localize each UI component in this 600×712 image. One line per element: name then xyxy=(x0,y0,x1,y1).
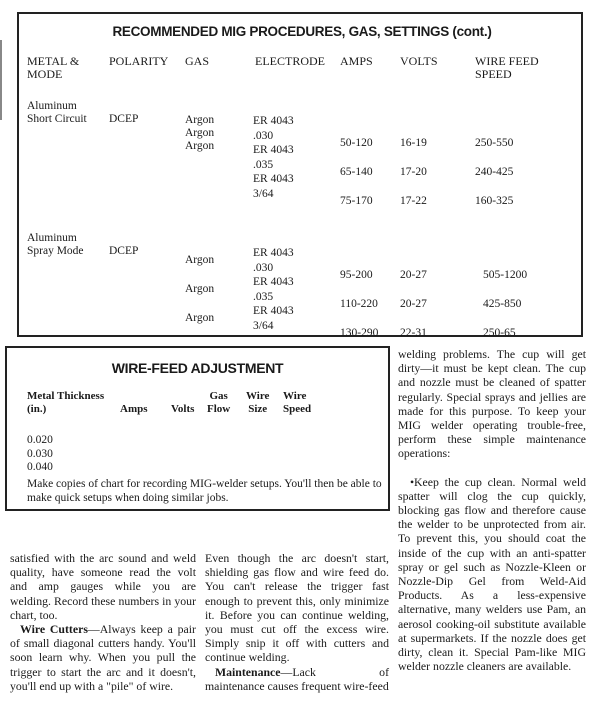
cell-gas: Argon Argon Argon xyxy=(185,114,215,152)
list-item: 0.040 xyxy=(27,461,53,473)
row-metal-short-circuit: Aluminum Short Circuit xyxy=(27,100,87,125)
wire-feed-adjustment-box xyxy=(5,346,390,511)
box-note: Make copies of chart for recording MIG-welder setups. You'll then be able to make quick setups when doing similar jobs. xyxy=(27,478,382,504)
text-column-left xyxy=(10,551,196,693)
bullet-icon: • xyxy=(410,474,415,489)
paragraph: welding problems. The cup will get dirty—it must be kept clean. The cup and nozzle must be cleaned of spatter regularly. Special sprays and jellies are made for this purpose. To keep your MIG welder operating trouble-free, perform these simple maintenance operations: xyxy=(398,347,586,461)
cell-wire-feed: 250-550 240-425 160-325 xyxy=(475,137,514,207)
header-metal-mode: METAL & MODE xyxy=(27,54,80,81)
header-wire-size: Wire Size xyxy=(246,390,270,415)
binding-edge-mark xyxy=(0,40,2,120)
text-column-middle xyxy=(205,551,389,693)
header-amps: AMPS xyxy=(340,54,373,68)
paragraph: Wire Cutters—Always keep a pair of small diagonal cutters handy. You'll soon learn why. When you pull the trigger to start the arc and it doesn't, you'll end up with a "pile" of wire. xyxy=(10,622,196,693)
header-wire-speed: Wire Speed xyxy=(283,390,312,415)
mig-procedures-table xyxy=(17,12,583,337)
bullet-paragraph: •Keep the cup clean. Normal weld spatter will clog the cup quickly, blocking gas flow and therefore cause the welder to be unprotected from air. To prevent this, you should coat the inside of the cup with an anti-spatter spray or gel such as Nozzle-Kleen or Nozzle-Dip Gel from Weld-Aid Products. As a less-expensive alternative, many welders use Pam, an aerosol cooking-oil substitute available at supermarkets. If the nozzle does get dirty, clean it. Special Pam-like MIG welder nozzle cleaners are available. xyxy=(398,474,586,674)
header-amps: Amps xyxy=(120,403,148,415)
table-title: RECOMMENDED MIG PROCEDURES, GAS, SETTINGS (cont.) xyxy=(112,24,492,39)
paragraph: satisfied with the arc sound and weld quality, have someone read the volt and amp gauges while you are welding. Record these numbers in your chart, too. xyxy=(10,551,196,622)
cell-wire-feed: 505-1200 425-850 250-65 xyxy=(483,269,528,339)
box-title: WIRE-FEED ADJUSTMENT xyxy=(111,360,284,376)
thickness-rows xyxy=(27,434,53,475)
cell-polarity: DCEP xyxy=(109,245,139,257)
header-gas-flow: Gas Flow xyxy=(207,390,231,415)
cell-electrode: ER 4043 .030 ER 4043 .035 ER 4043 3/64 xyxy=(253,247,294,332)
text-column-right xyxy=(398,347,586,673)
cell-gas: Argon Argon Argon xyxy=(185,254,215,324)
list-item: 0.020 xyxy=(27,434,53,446)
header-volts: Volts xyxy=(171,403,195,415)
cell-amps: 95-200 110-220 130-290 xyxy=(340,269,379,339)
cell-volts: 16-19 17-20 17-22 xyxy=(400,137,427,207)
header-gas: GAS xyxy=(185,54,210,68)
cell-electrode: ER 4043 .030 ER 4043 .035 ER 4043 3/64 xyxy=(253,115,294,200)
run-in-heading: Maintenance xyxy=(215,664,281,679)
list-item: 0.030 xyxy=(27,447,53,460)
header-wire-feed-speed: WIRE FEED SPEED xyxy=(475,54,539,81)
cell-polarity: DCEP xyxy=(109,113,139,125)
header-metal-thickness: Metal Thickness (in.) xyxy=(27,390,105,415)
row-metal-spray-mode: Aluminum Spray Mode xyxy=(27,232,84,257)
header-volts: VOLTS xyxy=(400,54,438,68)
cell-volts: 20-27 20-27 22-31 xyxy=(400,269,427,339)
header-electrode: ELECTRODE xyxy=(255,54,325,68)
paragraph: Even though the arc doesn't start, shielding gas flow and wire feed do. You can't release the trigger fast enough to prevent this, only minimize it. Before you can continue welding, you must cut off the excess wire. Simply snip it off with cutters and continue welding. xyxy=(205,551,389,665)
run-in-heading: Wire Cutters xyxy=(20,622,88,637)
header-polarity: POLARITY xyxy=(109,54,169,68)
paragraph: Maintenance—Lack of maintenance causes frequent wire-feed xyxy=(205,664,389,693)
cell-amps: 50-120 65-140 75-170 xyxy=(340,137,373,207)
